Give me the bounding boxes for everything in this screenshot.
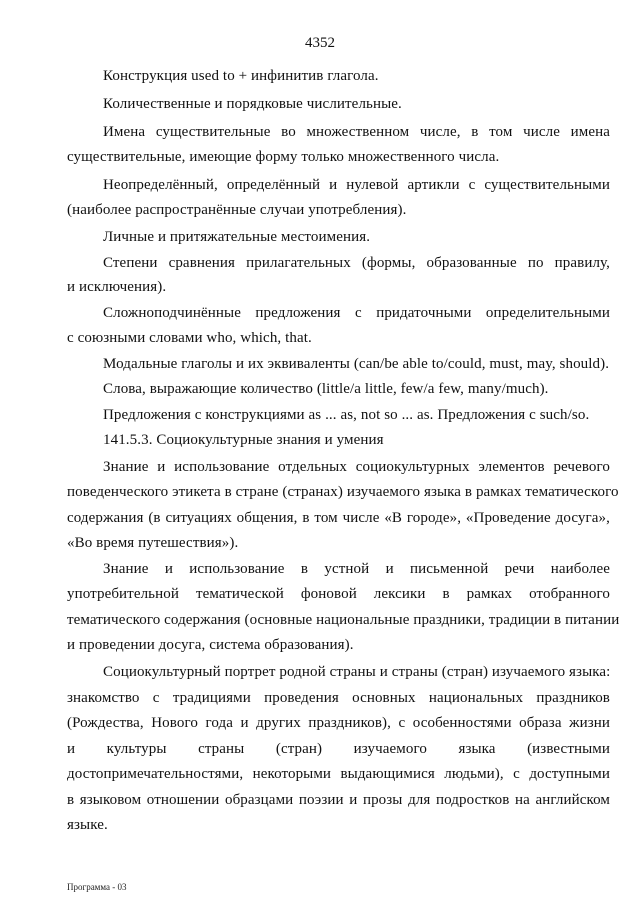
page-number: 4352 <box>305 35 335 51</box>
text-line: «Во время путешествия»). <box>67 535 239 551</box>
text-line: и исключения). <box>67 279 167 295</box>
text-line: Слова, выражающие количество (little/a little, few/a few, many/much). <box>103 381 549 397</box>
text-line: Предложения с конструкциями as ... as, not so ... as. Предложения с such/so. <box>103 407 590 423</box>
text-line: (наиболее распространённые случаи употребления). <box>67 202 407 218</box>
text-line: тематического содержания (основные национальные праздники, традиции в питании <box>67 612 620 628</box>
text-line: Социокультурный портрет родной страны и страны (стран) изучаемого языка: <box>103 664 611 680</box>
text-line: Имена существительные во множественном числе, в том числе имена <box>103 124 610 140</box>
text-line: Конструкция used to + инфинитив глагола. <box>103 68 379 84</box>
section-heading: 141.5.3. Социокультурные знания и умения <box>103 432 384 448</box>
text-line: употребительной тематической фоновой лексики в рамках отобранного <box>67 586 610 602</box>
text-line: и культуры страны (стран) изучаемого языка (известными <box>67 741 610 757</box>
text-line: Знание и использование отдельных социокультурных элементов речевого <box>103 459 610 475</box>
text-line: достопримечательностями, некоторыми выдающимися людьми), с доступными <box>67 766 610 782</box>
text-line: Личные и притяжательные местоимения. <box>103 229 371 245</box>
text-line: Степени сравнения прилагательных (формы, образованные по правилу, <box>103 255 610 271</box>
text-line: Знание и использование в устной и письменной речи наиболее <box>103 561 610 577</box>
text-line: знакомство с традициями проведения основных национальных праздников <box>67 690 610 706</box>
text-line: Количественные и порядковые числительные. <box>103 96 402 112</box>
text-line: и проведении досуга, система образования). <box>67 637 354 653</box>
text-line: с союзными словами who, which, that. <box>67 330 312 346</box>
text-line: Модальные глаголы и их эквиваленты (can/be able to/could, must, may, should). <box>103 356 610 372</box>
text-line: содержания (в ситуациях общения, в том числе «В городе», «Проведение досуга», <box>67 510 610 526</box>
text-line: поведенческого этикета в стране (странах) изучаемого языка в рамках тематического <box>67 484 619 500</box>
text-line: языке. <box>67 817 108 833</box>
text-line: Сложноподчинённые предложения с придаточными определительными <box>103 305 610 321</box>
footer-label: Программа - 03 <box>67 882 127 892</box>
text-line: (Рождества, Нового года и других праздников), с особенностями образа жизни <box>67 715 610 731</box>
text-line: существительные, имеющие форму только множественного числа. <box>67 149 500 165</box>
text-line: в языковом отношении образцами поэзии и прозы для подростков на английском <box>67 792 610 808</box>
text-line: Неопределённый, определённый и нулевой артикли с существительными <box>103 177 610 193</box>
